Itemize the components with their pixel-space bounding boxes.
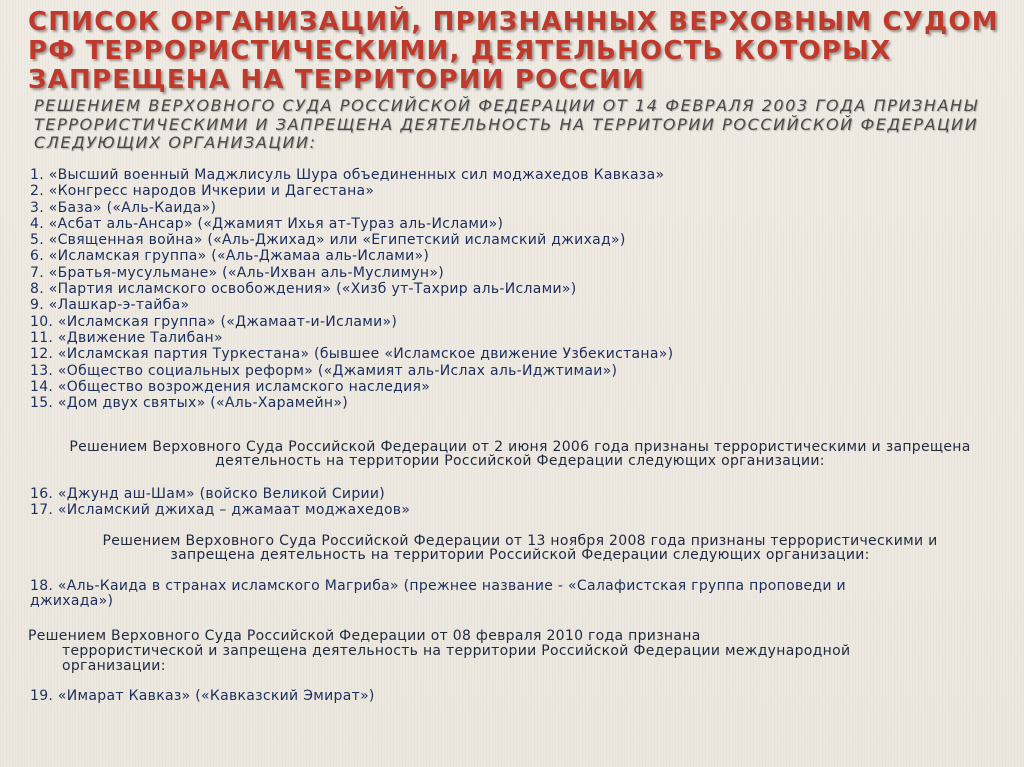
- organization-list-2010: [30, 688, 990, 704]
- decision-2010-line1: Решением Верховного Суда Российской Федерации от 08 февраля 2010 года признана: [28, 628, 701, 644]
- organization-item: 14. «Общество возрождения исламского наследия»: [30, 378, 431, 395]
- organization-item: 16. «Джунд аш-Шам» (войско Великой Сирии): [30, 486, 386, 502]
- organization-item: 4. «Асбат аль-Ансар» («Джамият Ихья ат-Тураз аль-Ислами»): [30, 215, 504, 232]
- organization-item: 8. «Партия исламского освобождения» («Хизб ут-Тахрир аль-Ислами»): [30, 281, 577, 298]
- decision-2010-text: [28, 629, 928, 674]
- organization-item: 2. «Конгресс народов Ичкерии и Дагестана»: [30, 183, 375, 200]
- organization-item: 12. «Исламская партия Туркестана» (бывшее «Исламское движение Узбекистана»): [30, 346, 674, 363]
- organization-item: 1. «Высший военный Маджлисуль Шура объединенных сил моджахедов Кавказа»: [30, 167, 665, 183]
- organization-item: 15. «Дом двух святых» («Аль-Харамейн»): [30, 395, 348, 412]
- decision-2010-rest: террористической и запрещена деятельность на территории Российской Федерации международной организации:: [62, 643, 851, 674]
- decision-2008-text: Решением Верховного Суда Российской Федерации от 13 ноября 2008 года признаны террористическими и запрещена деятельность на территории Российской Федерации следующих организации:: [102, 533, 938, 563]
- organization-list-2008: [30, 579, 990, 609]
- organization-item: 3. «База» («Аль-Каида»): [30, 199, 217, 216]
- organization-list-2006: [30, 486, 990, 519]
- organization-item: 19. «Имарат Кавказ» («Кавказский Эмират»): [30, 688, 375, 704]
- decision-2006-text: Решением Верховного Суда Российской Федерации от 2 июня 2006 года признаны террористическими и запрещена деятельность на территории Российской Федерации следующих организации:: [69, 439, 971, 469]
- organization-item: 6. «Исламская группа» («Аль-Джамаа аль-Ислами»): [30, 248, 430, 265]
- slide-title: СПИСОК ОРГАНИЗАЦИЙ, ПРИЗНАННЫХ ВЕРХОВНЫМ СУДОМ РФ ТЕРРОРИСТИЧЕСКИМИ, ДЕЯТЕЛЬНОСТЬ КОТОРЫХ ЗАПРЕЩЕНА НА ТЕРРИТОРИИ РОССИИ: [28, 7, 999, 95]
- organization-item: 11. «Движение Талибан»: [30, 329, 223, 346]
- organization-list-2003: [30, 167, 990, 411]
- organization-item: 13. «Общество социальных реформ» («Джамият аль-Ислах аль-Иджтимаи»): [30, 362, 618, 379]
- organization-item: 5. «Священная война» («Аль-Джихад» или «Египетский исламский джихад»): [30, 232, 626, 249]
- organization-item: 9. «Лашкар-э-тайба»: [30, 297, 190, 314]
- organization-item: 18. «Аль-Каида в странах исламского Магриба» (прежнее название - «Салафистская группа проповеди и джихада»): [30, 578, 846, 609]
- organization-item: 10. «Исламская группа» («Джамаат-и-Ислами»): [30, 313, 398, 330]
- slide-subtitle: РЕШЕНИЕМ ВЕРХОВНОГО СУДА РОССИЙСКОЙ ФЕДЕРАЦИИ ОТ 14 ФЕВРАЛЯ 2003 ГОДА ПРИЗНАНЫ ТЕРРОРИСТИЧЕСКИМИ И ЗАПРЕЩЕНА ДЕЯТЕЛЬНОСТЬ НА ТЕРРИТОРИИ РОССИЙСКОЙ ФЕДЕРАЦИИ СЛЕДУЮЩИХ ОРГАНИЗАЦИИ:: [34, 96, 979, 152]
- organization-item: 7. «Братья-мусульмане» («Аль-Ихван аль-Муслимун»): [30, 264, 444, 281]
- organization-item: 17. «Исламский джихад – джамаат моджахедов»: [30, 502, 411, 519]
